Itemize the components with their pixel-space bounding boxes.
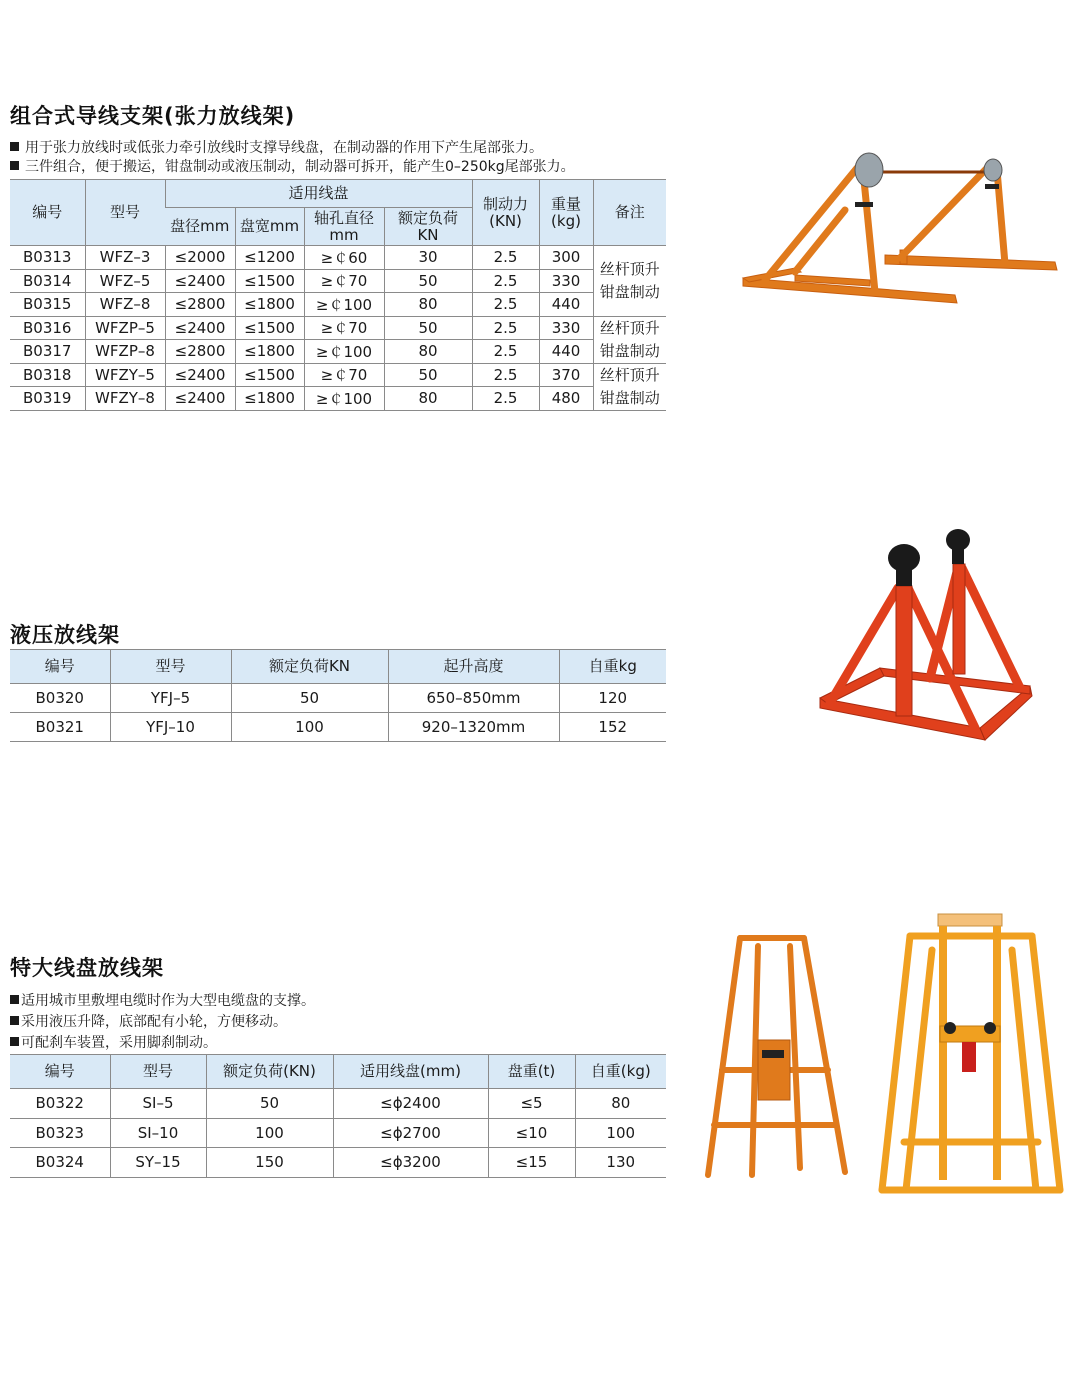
bullet-item: 三件组合，便于搬运，钳盘制动或液压制动，制动器可拆开，能产生0–250kg尾部张力。 bbox=[10, 158, 666, 177]
spec-table-3-wrap bbox=[10, 1054, 666, 1178]
note-cell: 丝杆顶升 钳盘制动 bbox=[593, 246, 666, 317]
header-load: 额定负荷 KN bbox=[384, 208, 472, 246]
tension-stand-illustration bbox=[735, 140, 1065, 320]
table-row: B0316 WFZP–5 ≤2400 ≤1500 ≥￠70 50 2.5 330 丝杆顶升 钳盘制动 bbox=[10, 316, 666, 340]
spec-table-1 bbox=[10, 179, 666, 411]
header-bore: 轴孔直径 mm bbox=[304, 208, 384, 246]
bullet-list bbox=[10, 991, 666, 1054]
spec-table-2-wrap bbox=[10, 649, 666, 742]
bullet-list bbox=[10, 139, 666, 177]
square-bullet-icon bbox=[10, 1016, 19, 1025]
bullet-item: 用于张力放线时或低张力牵引放线时支撑导线盘，在制动器的作用下产生尾部张力。 bbox=[10, 139, 666, 158]
table-row: B0313 WFZ–3 ≤2000 ≤1200 ≥￠60 30 2.5 300 丝杆顶升 钳盘制动 bbox=[10, 246, 666, 270]
header-weight: 自重(kg) bbox=[575, 1055, 666, 1089]
table-row: B0318 WFZY–5 ≤2400 ≤1500 ≥￠70 50 2.5 370 丝杆顶升 钳盘制动 bbox=[10, 363, 666, 387]
header-lift-height: 起升高度 bbox=[388, 650, 559, 684]
spec-table-1-wrap bbox=[10, 179, 666, 411]
square-bullet-icon bbox=[10, 995, 19, 1004]
header-load: 额定负荷KN bbox=[231, 650, 388, 684]
table-row: B0324 SY–15 150 ≤ϕ3200 ≤15 130 bbox=[10, 1148, 666, 1178]
header-reel: 适用线盘(mm) bbox=[333, 1055, 488, 1089]
header-diameter: 盘径mm bbox=[165, 208, 235, 246]
spec-table-3 bbox=[10, 1054, 666, 1178]
bullet-item: 采用液压升降，底部配有小轮，方便移动。 bbox=[10, 1012, 666, 1033]
table-row: B0320 YFJ–5 50 650–850mm 120 bbox=[10, 684, 666, 713]
header-weight: 重量 (kg) bbox=[539, 180, 593, 246]
header-code: 编号 bbox=[10, 180, 85, 246]
header-reel-group: 适用线盘 bbox=[165, 180, 472, 208]
header-note: 备注 bbox=[593, 180, 666, 246]
header-weight: 自重kg bbox=[559, 650, 666, 684]
note-cell: 丝杆顶升 钳盘制动 bbox=[593, 316, 666, 363]
header-model: 型号 bbox=[85, 180, 165, 246]
table-row: B0319 WFZY–8 ≤2400 ≤1800 ≥￠100 80 2.5 480 bbox=[10, 387, 666, 411]
bullet-item: 适用城市里敷埋电缆时作为大型电缆盘的支撑。 bbox=[10, 991, 666, 1012]
hydraulic-stand-illustration bbox=[810, 528, 1040, 758]
section-title: 液压放线架 bbox=[10, 623, 120, 647]
section-combined-wire-stand bbox=[10, 100, 666, 177]
section-title: 组合式导线支架(张力放线架) bbox=[10, 104, 296, 128]
header-width: 盘宽mm bbox=[235, 208, 304, 246]
section-hydraulic-stand bbox=[10, 619, 666, 649]
table-row: B0317 WFZP–8 ≤2800 ≤1800 ≥￠100 80 2.5 440 bbox=[10, 340, 666, 364]
note-cell: 丝杆顶升 钳盘制动 bbox=[593, 363, 666, 410]
header-model: 型号 bbox=[110, 650, 231, 684]
table-row: B0322 SI–5 50 ≤ϕ2400 ≤5 80 bbox=[10, 1089, 666, 1119]
header-model: 型号 bbox=[110, 1055, 206, 1089]
section-large-reel-stand bbox=[10, 952, 666, 1054]
square-bullet-icon bbox=[10, 1037, 19, 1046]
spec-table-2 bbox=[10, 649, 666, 742]
header-code: 编号 bbox=[10, 650, 110, 684]
section-title: 特大线盘放线架 bbox=[10, 956, 164, 980]
square-bullet-icon bbox=[10, 161, 19, 170]
header-code: 编号 bbox=[10, 1055, 110, 1089]
table-row: B0314 WFZ–5 ≤2400 ≤1500 ≥￠70 50 2.5 330 bbox=[10, 269, 666, 293]
table-row: B0315 WFZ–8 ≤2800 ≤1800 ≥￠100 80 2.5 440 bbox=[10, 293, 666, 317]
header-reel-weight: 盘重(t) bbox=[488, 1055, 575, 1089]
table-row: B0323 SI–10 100 ≤ϕ2700 ≤10 100 bbox=[10, 1118, 666, 1148]
header-load: 额定负荷(KN) bbox=[206, 1055, 333, 1089]
large-reel-stand-illustration bbox=[700, 910, 1070, 1200]
table-row: B0321 YFJ–10 100 920–1320mm 152 bbox=[10, 713, 666, 742]
bullet-item: 可配刹车装置，采用脚刹制动。 bbox=[10, 1033, 666, 1054]
header-brake: 制动力 (KN) bbox=[472, 180, 539, 246]
square-bullet-icon bbox=[10, 142, 19, 151]
